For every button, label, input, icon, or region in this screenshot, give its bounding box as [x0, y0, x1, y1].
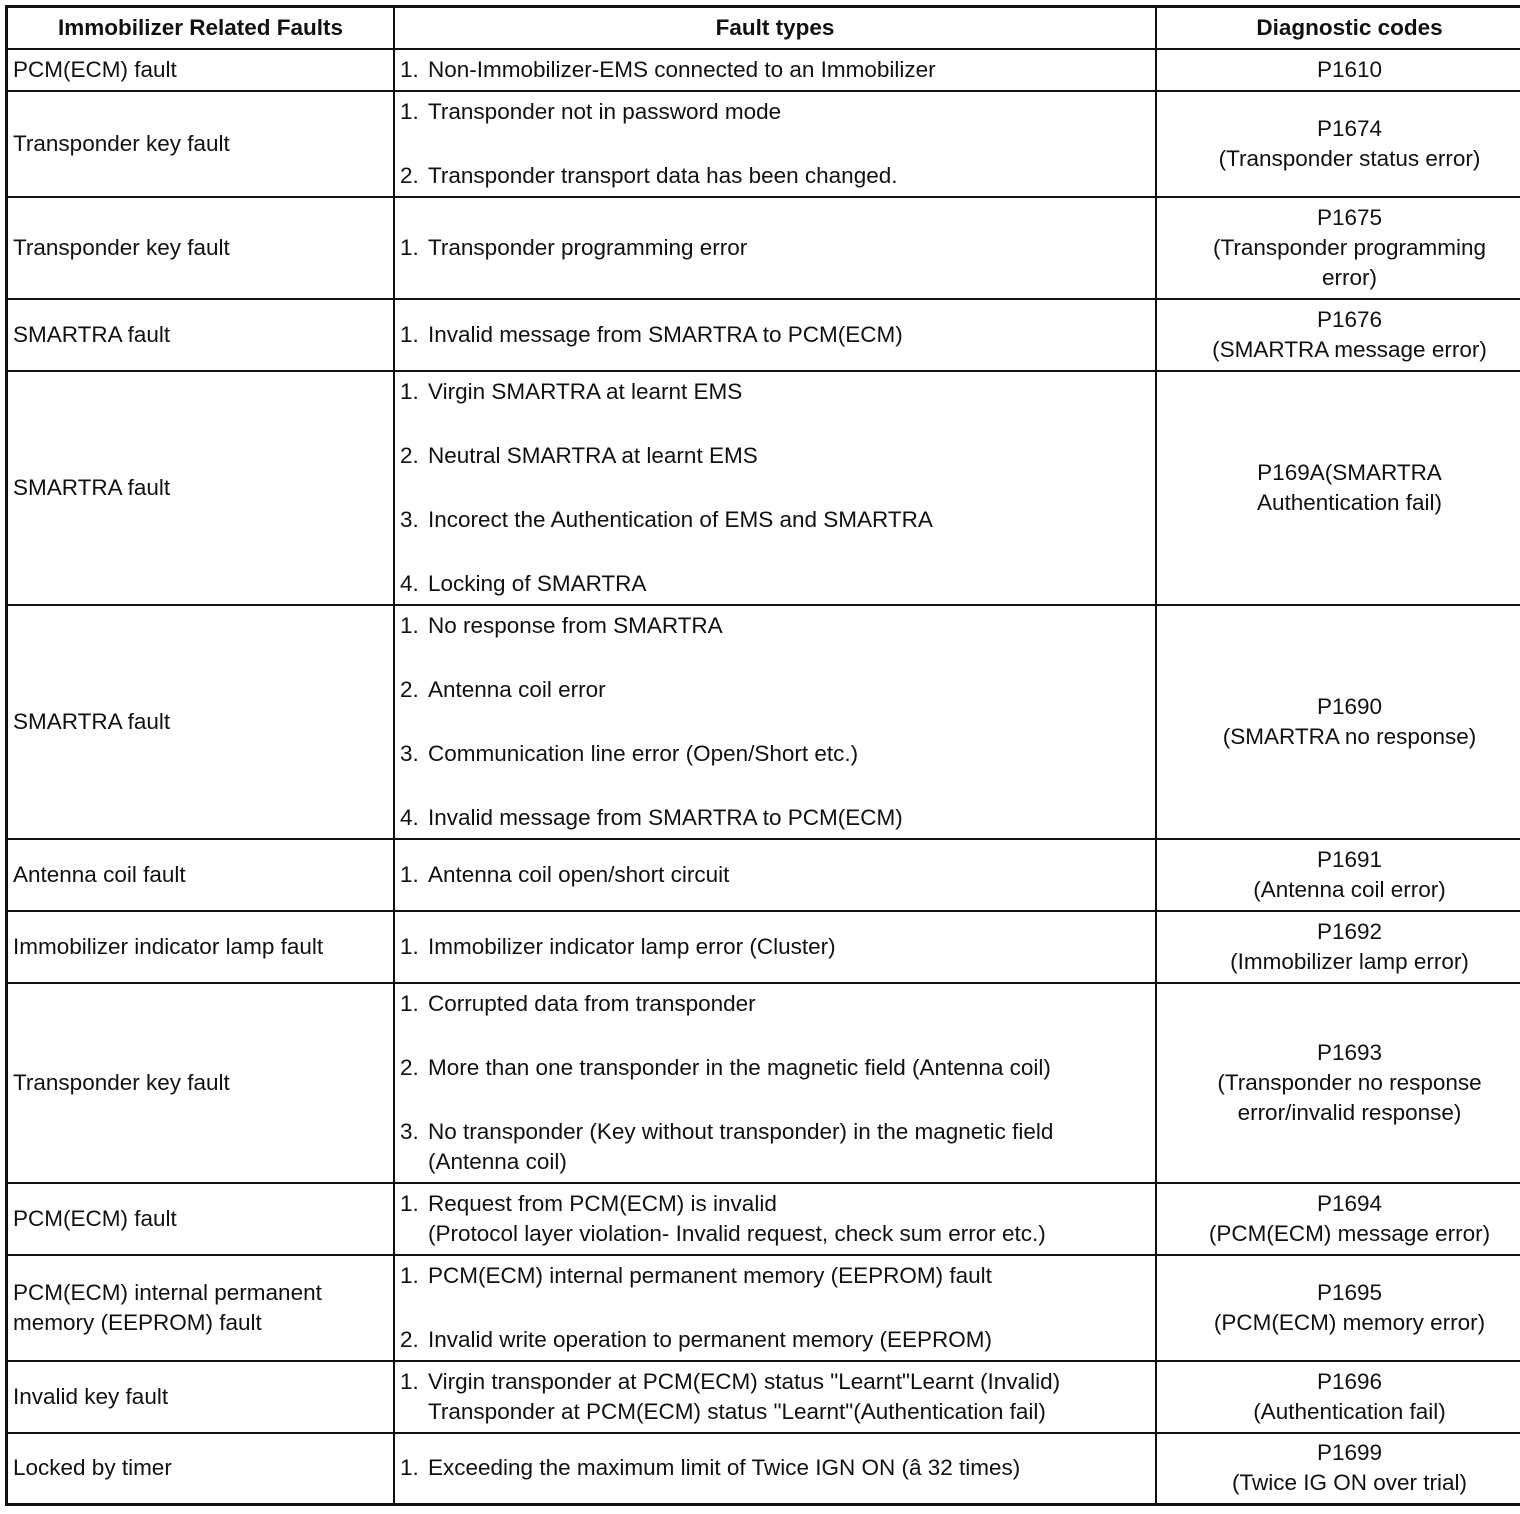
fault-category [7, 299, 395, 371]
fault-type-item: 1. Non-Immobilizer-EMS connected to an Immobilizer [400, 55, 1150, 85]
fault-types-cell [394, 197, 1156, 299]
fault-types-cell [394, 911, 1156, 983]
fault-type-text: Transponder not in password mode [428, 98, 782, 124]
fault-types-cell [394, 1183, 1156, 1255]
fault-types-cell [394, 1255, 1156, 1361]
fault-type-item: 1. Immobilizer indicator lamp error (Cluster) [400, 932, 1150, 962]
diagnostic-code-description: (Transponder no response error/invalid response) [1217, 1069, 1482, 1125]
fault-type-text: Invalid message from SMARTRA to PCM(ECM) [428, 804, 903, 830]
fault-category-label: PCM(ECM) fault [13, 56, 177, 82]
diagnostic-code-description: (Transponder status error) [1218, 145, 1481, 171]
fault-type-text: No response from SMARTRA [428, 612, 723, 638]
fault-category [7, 91, 395, 197]
table-row [7, 299, 1520, 371]
fault-type-item: 2. More than one transponder in the magnetic field (Antenna coil) [400, 1053, 1150, 1083]
fault-type-item: 1. Exceeding the maximum limit of Twice IGN ON (â 32 times) [400, 1453, 1150, 1483]
fault-type-text: Virgin transponder at PCM(ECM) status "Learnt"Learnt (Invalid) Transponder at PCM(ECM) status "Learnt"(Authentication fail) [428, 1368, 1061, 1424]
fault-category [7, 605, 395, 839]
fault-type-item: 2. Invalid write operation to permanent memory (EEPROM) [400, 1325, 1150, 1355]
fault-type-text: Locking of SMARTRA [428, 570, 647, 596]
fault-category-label: Transponder key fault [13, 234, 230, 260]
fault-type-item: 3. Incorect the Authentication of EMS and SMARTRA [400, 505, 1150, 535]
table-row [7, 911, 1520, 983]
table-row [7, 983, 1520, 1183]
fault-type-text: Exceeding the maximum limit of Twice IGN ON (â 32 times) [428, 1455, 1021, 1481]
fault-type-text: Transponder programming error [428, 234, 748, 260]
diagnostic-code-cell [1156, 1255, 1520, 1361]
fault-category-label: SMARTRA fault [13, 474, 171, 500]
fault-type-text: Neutral SMARTRA at learnt EMS [428, 442, 758, 468]
diagnostic-code: P1675 [1316, 204, 1383, 230]
fault-category [7, 49, 395, 91]
fault-type-item: 1. Transponder programming error [400, 233, 1150, 263]
fault-type-text: Virgin SMARTRA at learnt EMS [428, 378, 743, 404]
fault-category [7, 911, 395, 983]
table-row [7, 1361, 1520, 1433]
fault-type-item: 3. No transponder (Key without transponder) in the magnetic field (Antenna coil) [400, 1117, 1150, 1177]
fault-category [7, 371, 395, 605]
fault-type-item: 1. Virgin transponder at PCM(ECM) status "Learnt"Learnt (Invalid) Transponder at PCM(ECM) status "Learnt"(Authentication fail) [400, 1367, 1150, 1427]
fault-type-text: Incorect the Authentication of EMS and SMARTRA [428, 506, 933, 532]
table-row [7, 839, 1520, 911]
fault-type-item: 1. PCM(ECM) internal permanent memory (EEPROM) fault [400, 1261, 1150, 1291]
fault-type-text: Communication line error (Open/Short etc.) [428, 740, 859, 766]
diagnostic-code: P1674 [1316, 115, 1383, 141]
table-row [7, 1433, 1520, 1505]
diagnostic-code-cell [1156, 299, 1520, 371]
fault-types-cell [394, 1361, 1156, 1433]
fault-category-label: Transponder key fault [13, 1069, 230, 1095]
fault-type-item: 1. No response from SMARTRA [400, 611, 1150, 641]
fault-category [7, 1433, 395, 1505]
diagnostic-code: P1692 [1316, 918, 1383, 944]
fault-type-item: 2. Antenna coil error [400, 675, 1150, 705]
diagnostic-code: P1690 [1316, 693, 1383, 719]
diagnostic-code: P1676 [1316, 306, 1383, 332]
diagnostic-code-cell [1156, 197, 1520, 299]
table-row [7, 605, 1520, 839]
fault-category [7, 1255, 395, 1361]
diagnostic-code-description: (Authentication fail) [1253, 1398, 1446, 1424]
fault-category [7, 1361, 395, 1433]
diagnostic-code: P1694 [1316, 1190, 1383, 1216]
fault-types-cell [394, 839, 1156, 911]
fault-type-item: 4. Locking of SMARTRA [400, 569, 1150, 599]
fault-type-item: 1. Invalid message from SMARTRA to PCM(ECM) [400, 320, 1150, 350]
table-row [7, 1255, 1520, 1361]
diagnostic-code-description: Authentication fail) [1256, 489, 1443, 515]
header-diagnostic-codes: Diagnostic codes [1156, 7, 1520, 49]
fault-category-label: Immobilizer indicator lamp fault [13, 933, 324, 959]
fault-type-text: Antenna coil error [428, 676, 606, 702]
fault-category [7, 839, 395, 911]
table-row [7, 49, 1520, 91]
fault-types-cell [394, 605, 1156, 839]
immobilizer-fault-table [5, 5, 1520, 1506]
fault-type-text: Transponder transport data has been changed. [428, 162, 898, 188]
diagnostic-code-description: (SMARTRA message error) [1212, 336, 1487, 362]
fault-type-item: 3. Communication line error (Open/Short etc.) [400, 739, 1150, 769]
table-row [7, 371, 1520, 605]
diagnostic-code-cell [1156, 1183, 1520, 1255]
fault-types-cell [394, 49, 1156, 91]
fault-type-item: 1. Corrupted data from transponder [400, 989, 1150, 1019]
header-fault-types: Fault types [394, 7, 1156, 49]
fault-type-text: Immobilizer indicator lamp error (Cluster) [428, 933, 836, 959]
fault-category-label: PCM(ECM) internal permanent memory (EEPROM) fault [13, 1279, 322, 1335]
diagnostic-code-description: (Immobilizer lamp error) [1230, 948, 1469, 974]
fault-category [7, 983, 395, 1183]
diagnostic-code-cell [1156, 1361, 1520, 1433]
fault-type-text: More than one transponder in the magnetic field (Antenna coil) [428, 1054, 1051, 1080]
fault-category-label: Locked by timer [13, 1455, 172, 1481]
diagnostic-code: P169A(SMARTRA [1257, 459, 1442, 485]
fault-type-text: No transponder (Key without transponder) in the magnetic field (Antenna coil) [428, 1118, 1054, 1174]
header-row [7, 7, 1520, 49]
diagnostic-code-cell [1156, 49, 1520, 91]
fault-type-text: Invalid write operation to permanent memory (EEPROM) [428, 1326, 992, 1352]
diagnostic-code-cell [1156, 371, 1520, 605]
table-row [7, 91, 1520, 197]
fault-type-item: 1. Antenna coil open/short circuit [400, 860, 1150, 890]
fault-type-item: 2. Transponder transport data has been changed. [400, 161, 1150, 191]
fault-category-label: PCM(ECM) fault [13, 1205, 177, 1231]
fault-type-text: Non-Immobilizer-EMS connected to an Immobilizer [428, 56, 936, 82]
fault-types-cell [394, 371, 1156, 605]
fault-type-text: PCM(ECM) internal permanent memory (EEPROM) fault [428, 1262, 992, 1288]
fault-category-label: Invalid key fault [13, 1383, 169, 1409]
diagnostic-code-cell [1156, 91, 1520, 197]
diagnostic-code-description: (PCM(ECM) memory error) [1213, 1309, 1486, 1335]
fault-category [7, 197, 395, 299]
fault-types-cell [394, 91, 1156, 197]
fault-type-text: Invalid message from SMARTRA to PCM(ECM) [428, 321, 903, 347]
diagnostic-code: P1696 [1316, 1368, 1383, 1394]
fault-type-item: 2. Neutral SMARTRA at learnt EMS [400, 441, 1150, 471]
fault-category-label: Antenna coil fault [13, 861, 186, 887]
diagnostic-code-cell [1156, 983, 1520, 1183]
fault-category-label: SMARTRA fault [13, 708, 171, 734]
diagnostic-code-description: (Transponder programming error) [1212, 234, 1487, 290]
table-row [7, 197, 1520, 299]
table-body [7, 49, 1520, 1505]
diagnostic-code-cell [1156, 1433, 1520, 1505]
fault-type-text: Request from PCM(ECM) is invalid (Protocol layer violation- Invalid request, check sum error etc.) [428, 1190, 1046, 1246]
fault-type-item: 1. Transponder not in password mode [400, 97, 1150, 127]
fault-types-cell [394, 983, 1156, 1183]
header-faults: Immobilizer Related Faults [7, 7, 395, 49]
table-row [7, 1183, 1520, 1255]
diagnostic-code-cell [1156, 911, 1520, 983]
fault-category-label: Transponder key fault [13, 130, 230, 156]
fault-type-item: 1. Request from PCM(ECM) is invalid (Protocol layer violation- Invalid request, check sum error etc.) [400, 1189, 1150, 1249]
fault-type-text: Antenna coil open/short circuit [428, 861, 730, 887]
diagnostic-code: P1610 [1316, 56, 1383, 82]
diagnostic-code-description: (SMARTRA no response) [1222, 723, 1477, 749]
fault-type-item: 1. Virgin SMARTRA at learnt EMS [400, 377, 1150, 407]
diagnostic-code-description: (Antenna coil error) [1253, 876, 1446, 902]
diagnostic-code: P1699 [1316, 1440, 1383, 1466]
diagnostic-code-description: (Twice IG ON over trial) [1231, 1470, 1468, 1496]
fault-type-text: Corrupted data from transponder [428, 990, 756, 1016]
diagnostic-code-cell [1156, 839, 1520, 911]
diagnostic-code: P1691 [1316, 846, 1383, 872]
fault-category-label: SMARTRA fault [13, 321, 171, 347]
fault-type-item: 4. Invalid message from SMARTRA to PCM(ECM) [400, 803, 1150, 833]
diagnostic-code: P1693 [1316, 1039, 1383, 1065]
diagnostic-code: P1695 [1316, 1279, 1383, 1305]
diagnostic-code-cell [1156, 605, 1520, 839]
fault-types-cell [394, 299, 1156, 371]
fault-types-cell [394, 1433, 1156, 1505]
diagnostic-code-description: (PCM(ECM) message error) [1208, 1220, 1491, 1246]
fault-category [7, 1183, 395, 1255]
